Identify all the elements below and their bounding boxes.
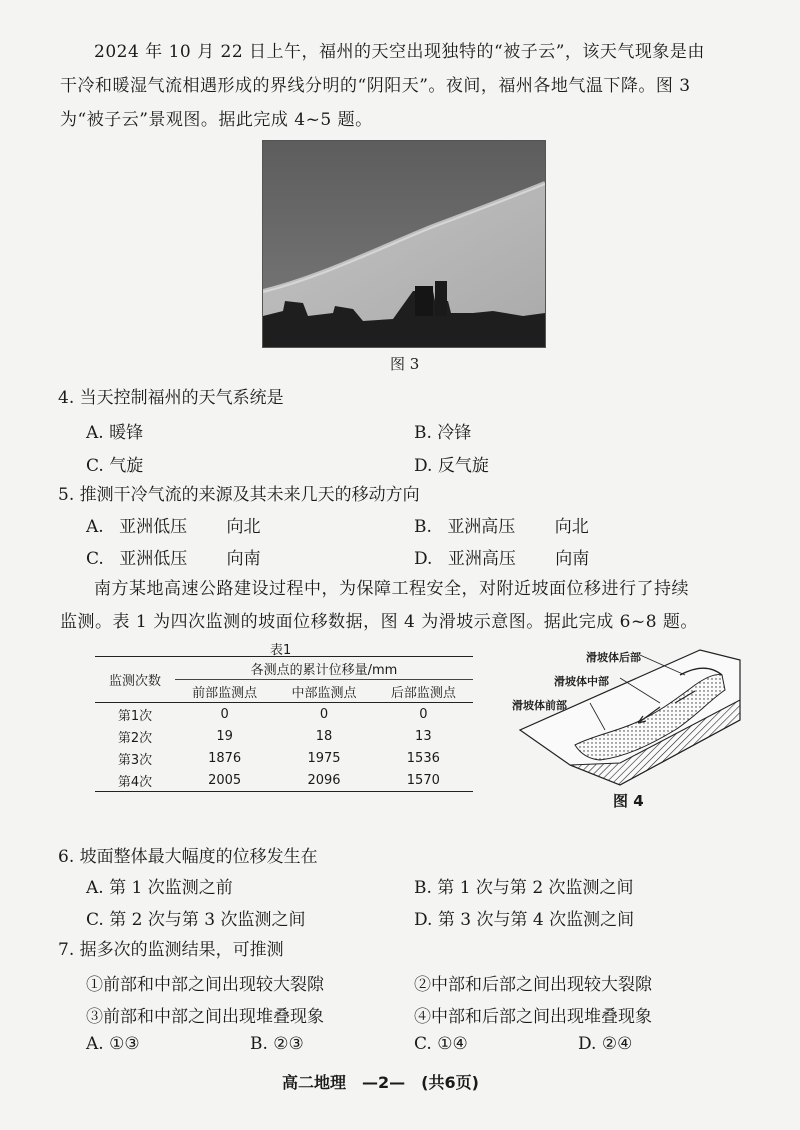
q7-statement-1: ①前部和中部之间出现较大裂隙 (86, 975, 324, 995)
q5-b-letter: B. (414, 517, 432, 537)
q4-stem: 4. 当天控制福州的天气系统是 (58, 388, 284, 408)
figure-3-caption: 图 3 (390, 355, 420, 373)
row-label: 第3次 (117, 752, 153, 768)
q5-d-source: 亚洲高压 (447, 549, 516, 569)
q6-option-b[interactable]: B. 第 1 次与第 2 次监测之间 (414, 878, 634, 898)
figure-4-caption: 图 4 (613, 792, 644, 810)
q5-c-source: 亚洲低压 (119, 549, 188, 569)
table-col-rear: 后部监测点 (374, 680, 473, 703)
q5-stem: 5. 推测干冷气流的来源及其未来几天的移动方向 (58, 485, 420, 505)
cell: 18 (315, 728, 333, 744)
q7-option-c[interactable]: C. ①④ (414, 1034, 468, 1054)
q4-option-a[interactable]: A. 暖锋 (86, 423, 144, 443)
q5-c-direction: 向南 (226, 549, 261, 569)
q7-statement-2: ②中部和后部之间出现较大裂隙 (414, 975, 652, 995)
q4-option-c[interactable]: C. 气旋 (86, 456, 144, 476)
table-row (95, 769, 473, 792)
q4-option-d[interactable]: D. 反气旋 (414, 456, 489, 476)
q6-option-d[interactable]: D. 第 3 次与第 4 次监测之间 (414, 910, 635, 930)
q5-b-source: 亚洲高压 (447, 517, 516, 537)
q7-stem: 7. 据多次的监测结果，可推测 (58, 940, 284, 960)
label-front: 滑坡体前部 (512, 699, 567, 712)
figure-4-diagram (510, 645, 745, 790)
cell: 1536 (406, 750, 440, 766)
intro2-line-1: 南方某地高速公路建设过程中，为保障工程安全，对附近坡面位移进行了持续 (94, 579, 689, 599)
cell: 1975 (307, 750, 341, 766)
table-1 (95, 656, 473, 792)
q6-stem: 6. 坡面整体最大幅度的位移发生在 (58, 847, 318, 867)
q5-d-letter: D. (414, 549, 433, 569)
q4-option-b[interactable]: B. 冷锋 (414, 423, 472, 443)
intro-line-2: 干冷和暖湿气流相遇形成的界线分明的“阴阳天”。夜间，福州各地气温下降。图 3 (60, 76, 691, 96)
intro-line-1: 2024 年 10 月 22 日上午，福州的天空出现独特的“被子云”，该天气现象是由 (94, 42, 705, 62)
cell: 1876 (208, 750, 242, 766)
intro-line-3: 为“被子云”景观图。据此完成 4~5 题。 (60, 110, 373, 130)
q5-b-direction: 向北 (554, 517, 589, 537)
table-col-front: 前部监测点 (175, 680, 274, 703)
row-label: 第4次 (117, 774, 153, 790)
label-middle: 滑坡体中部 (554, 675, 609, 688)
q5-option-d[interactable] (414, 544, 589, 569)
page-footer: 高二地理 —2— (共6页) (282, 1073, 479, 1092)
label-rear: 滑坡体后部 (586, 651, 641, 664)
q5-c-letter: C. (86, 549, 104, 569)
landslide-diagram (510, 645, 745, 790)
q5-option-c[interactable] (86, 544, 261, 569)
q5-a-source: 亚洲低压 (119, 517, 188, 537)
cell: 13 (415, 728, 432, 744)
q7-option-a[interactable]: A. ①③ (86, 1034, 140, 1054)
q7-statement-3: ③前部和中部之间出现堆叠现象 (86, 1007, 324, 1027)
row-label: 第2次 (117, 730, 153, 746)
cell: 19 (216, 728, 233, 744)
table-header-run: 监测次数 (95, 657, 175, 703)
q5-a-direction: 向北 (226, 517, 261, 537)
q6-option-a[interactable]: A. 第 1 次监测之前 (86, 878, 233, 898)
q7-option-b[interactable]: B. ②③ (250, 1034, 304, 1054)
figure-3-photo (262, 140, 546, 348)
table-row (95, 703, 473, 726)
q5-option-b[interactable] (414, 512, 589, 537)
q6-option-c[interactable]: C. 第 2 次与第 3 次监测之间 (86, 910, 306, 930)
table-row (95, 747, 473, 769)
table-1-title: 表1 (270, 643, 292, 658)
q5-option-a[interactable] (86, 512, 261, 537)
q7-statement-4: ④中部和后部之间出现堆叠现象 (414, 1007, 652, 1027)
q5-d-direction: 向南 (555, 549, 590, 569)
table-col-middle: 中部监测点 (274, 680, 373, 703)
cell: 0 (319, 706, 329, 722)
table-group-header: 各测点的累计位移量/mm (175, 657, 473, 680)
table-row (95, 725, 473, 747)
intro2-line-2: 监测。表 1 为四次监测的坡面位移数据，图 4 为滑坡示意图。据此完成 6~8 题。 (60, 612, 698, 632)
cell: 0 (419, 706, 428, 722)
quilt-cloud-image (263, 141, 545, 347)
cell: 1570 (406, 772, 440, 788)
q7-option-d[interactable]: D. ②④ (578, 1034, 633, 1054)
cell: 0 (220, 706, 229, 722)
q5-a-letter: A. (86, 517, 104, 537)
row-label: 第1次 (117, 708, 153, 724)
cell: 2005 (208, 772, 242, 788)
cell: 2096 (307, 772, 341, 788)
